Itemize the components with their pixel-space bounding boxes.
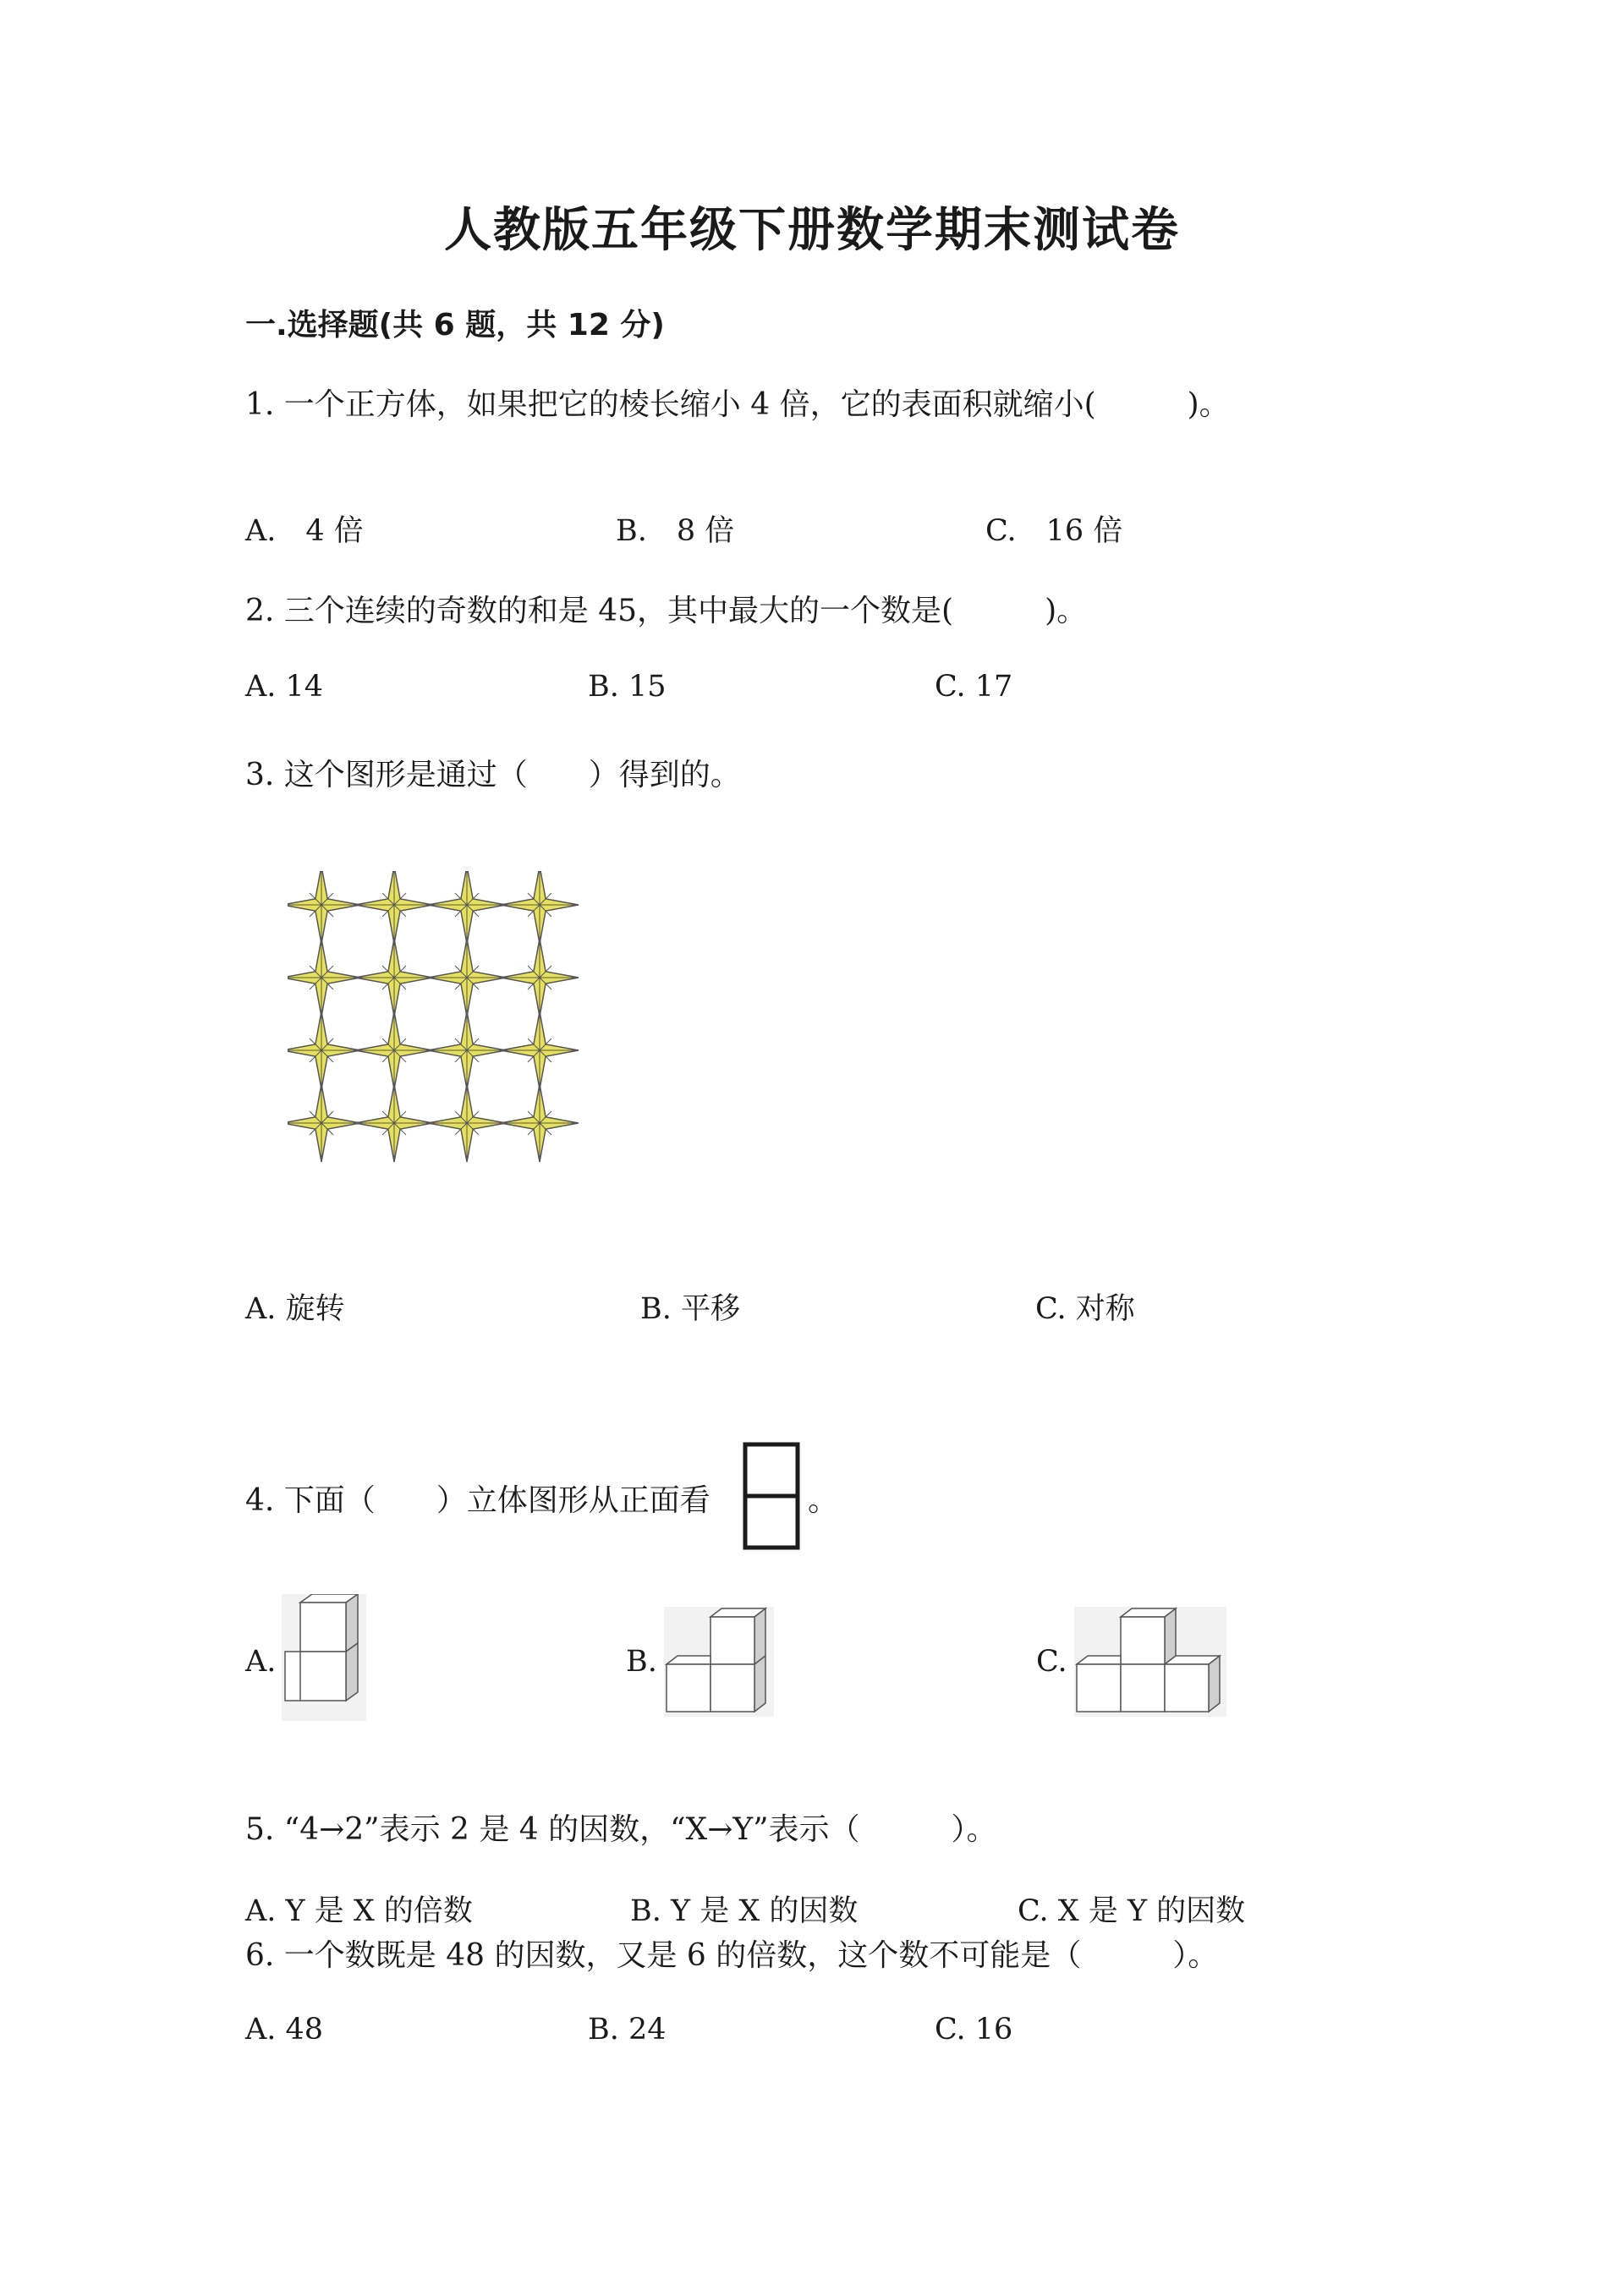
star-tile <box>355 1011 433 1089</box>
question-1-option-b[interactable]: B. 8 倍 <box>616 514 735 548</box>
question-3-option-a[interactable]: A. 旋转 <box>245 1292 345 1326</box>
star-tile <box>428 939 506 1016</box>
question-6-text: 6. 一个数既是 48 的因数，又是 6 的倍数，这个数不可能是（ ）。 <box>245 1938 1219 1973</box>
question-2-option-c[interactable]: C. 17 <box>935 670 1013 704</box>
section-heading: 一.选择题(共 6 题，共 12 分) <box>245 308 665 342</box>
star-tile <box>501 871 579 944</box>
star-tile <box>288 939 360 1016</box>
question-1-option-c[interactable]: C. 16 倍 <box>985 514 1123 548</box>
question-4-option-a[interactable]: A. <box>245 1645 277 1679</box>
question-5-option-a[interactable]: A. Y 是 X 的倍数 <box>245 1894 473 1928</box>
question-3-option-b[interactable]: B. 平移 <box>640 1292 740 1326</box>
question-1-text: 1. 一个正方体，如果把它的棱长缩小 4 倍，它的表面积就缩小( )。 <box>245 387 1230 422</box>
question-4-text: 4. 下面（ ）立体图形从正面看 <box>245 1483 710 1518</box>
star-tile <box>428 871 506 944</box>
question-4-option-c[interactable]: C. <box>1036 1645 1067 1679</box>
star-tile <box>288 1011 360 1089</box>
question-5-text: 5. “4→2”表示 2 是 4 的因数，“X→Y”表示（ ）。 <box>245 1812 997 1847</box>
question-6-option-b[interactable]: B. 24 <box>588 2013 667 2047</box>
star-tile <box>355 871 433 944</box>
star-tile <box>428 1084 506 1162</box>
question-2-option-b[interactable]: B. 15 <box>588 670 667 704</box>
question-2-text: 2. 三个连续的奇数的和是 45，其中最大的一个数是( )。 <box>245 594 1088 628</box>
question-3-text: 3. 这个图形是通过（ ）得到的。 <box>245 758 741 792</box>
star-tile <box>501 939 579 1016</box>
star-tile <box>288 871 360 944</box>
front-view-figure <box>743 1442 802 1552</box>
star-tile <box>428 1011 506 1089</box>
question-5-option-b[interactable]: B. Y 是 X 的因数 <box>630 1894 859 1928</box>
page-title: 人教版五年级下册数学期末测试卷 <box>444 202 1180 258</box>
star-tile <box>288 1084 360 1162</box>
question-5-option-c[interactable]: C. X 是 Y 的因数 <box>1018 1894 1246 1928</box>
question-2-option-a[interactable]: A. 14 <box>245 670 324 704</box>
star-tile <box>501 1011 579 1089</box>
star-tile <box>355 939 433 1016</box>
star-tile <box>355 1084 433 1162</box>
question-4-option-b[interactable]: B. <box>626 1645 657 1679</box>
star-tile <box>501 1084 579 1162</box>
cube-stack-option-b[interactable] <box>664 1607 774 1717</box>
cube-stack-option-c[interactable] <box>1074 1607 1226 1717</box>
question-4-text-end: 。 <box>808 1483 839 1518</box>
question-1-option-a[interactable]: A. 4 倍 <box>245 514 364 548</box>
star-tessellation-figure <box>288 871 609 1192</box>
question-6-option-a[interactable]: A. 48 <box>245 2013 324 2047</box>
question-6-option-c[interactable]: C. 16 <box>935 2013 1013 2047</box>
cube-stack-option-a[interactable] <box>282 1594 366 1721</box>
question-3-option-c[interactable]: C. 对称 <box>1035 1292 1135 1326</box>
